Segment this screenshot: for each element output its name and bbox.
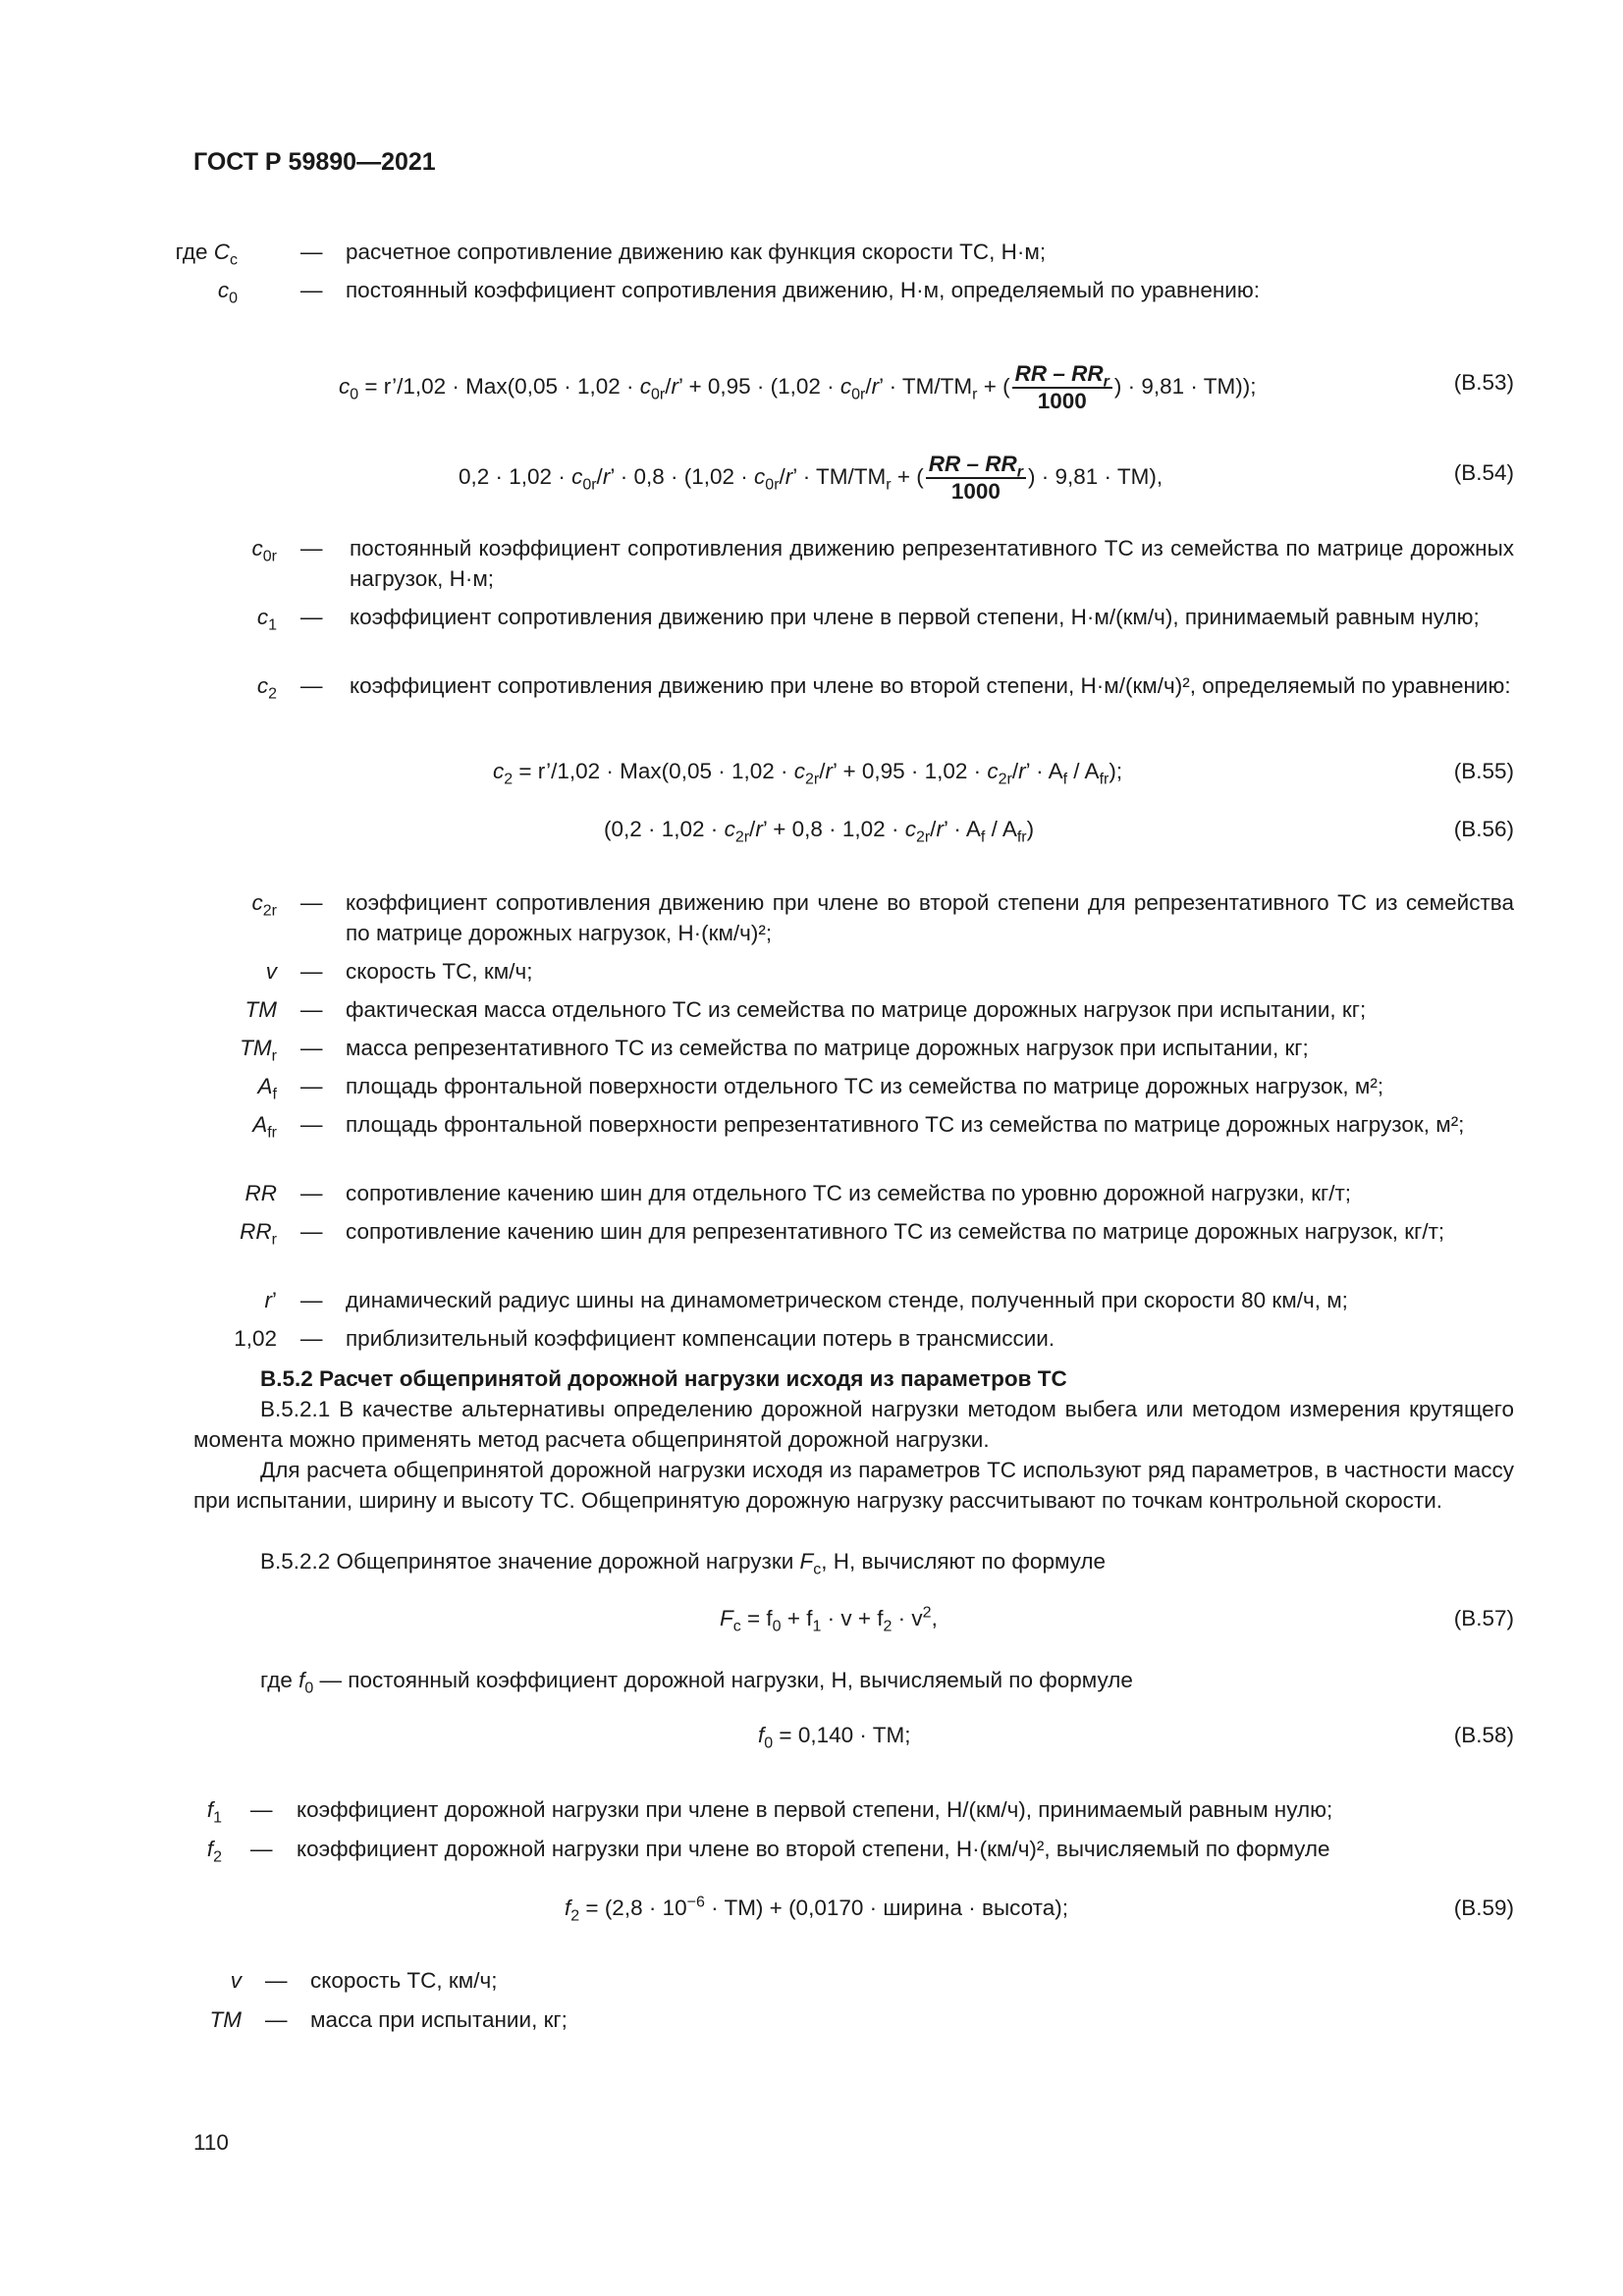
symbol-tm: TM [209, 2007, 242, 2032]
equation-b55: $c_2$ = r’/1,02 · $Max(0,05 \cdot 1,02 \cdot c_{2r}/r$’ + $0,95 \cdot 1,02 \cdot c_{2r}/r$’ · $A_f / A_{fr}$); [493, 759, 1123, 788]
equation-b58: $f_0 = 0,140$ · TM; [758, 1723, 911, 1752]
symbol-rrr: $RR_r$ [240, 1219, 277, 1249]
symbol-cc: где $C_c$ [175, 240, 238, 269]
fraction: $\frac{RR - RR_r}{1000}$ [1012, 361, 1112, 414]
dash: — [300, 1181, 323, 1205]
def-rr: сопротивление качению шин для отдельного ТС из семейства по уровню дорожной нагрузки, кг/т; [346, 1181, 1352, 1205]
paragraph-b521: В.5.2.1 В качестве альтернативы определению дорожной нагрузки методом выбега или методом измерения крутящего момента можно применять метод расчета общепринятой дорожной нагрузки. [193, 1397, 1514, 1452]
standard-header: ГОСТ Р 59890—2021 [193, 148, 436, 176]
fraction: $\frac{RR - RR_r}{1000}$ [926, 452, 1026, 505]
def-rprime: динамический радиус шины на динамометрическом стенде, полученный при скорости 80 км/ч, м; [346, 1288, 1348, 1312]
where-f0: где $f_0$ — постоянный коэффициент дорожной нагрузки, Н, вычисляемый по формуле [260, 1668, 1133, 1697]
equation-b56: ($0,2 \cdot 1,02 \cdot c_{2r}/r$’ + $0,8 \cdot 1,02 \cdot c_{2r}/r$’ · $A_f / A_{fr}$) [604, 817, 1035, 846]
def-tm: фактическая масса отдельного ТС из семейства по матрице дорожных нагрузок при испытании, кг; [346, 997, 1367, 1022]
def-c0r: постоянный коэффициент сопротивления движению репрезентативного ТС из семейства по матрице дорожных нагрузок, Н·м; [350, 536, 1514, 591]
symbol-rprime: r’ [264, 1288, 277, 1312]
def-v-final: скорость ТС, км/ч; [310, 1968, 498, 1993]
def-f2: коэффициент дорожной нагрузки при члене во второй степени, Н·(км/ч)², вычисляемый по формуле [297, 1837, 1330, 1861]
def-cc: расчетное сопротивление движению как функция скорости ТС, Н·м; [346, 240, 1047, 264]
symbol-af: $A_f$ [257, 1074, 277, 1103]
dash: — [300, 890, 323, 915]
symbol-c0: $c_0$ [217, 278, 238, 307]
equation-number-b54: (В.54) [1453, 460, 1514, 485]
symbol-rr: RR [244, 1181, 277, 1205]
dash: — [300, 605, 323, 629]
symbol-c1: $c_1$ [256, 605, 277, 634]
dash: — [300, 1219, 323, 1244]
symbol-c0r: $c_{0r}$ [251, 536, 277, 565]
dash: — [300, 1326, 323, 1351]
def-c2r: коэффициент сопротивления движению при члене во второй степени для репрезентативного ТС из семейства по матрице дорожных нагрузок, Н·(км/ч)²; [346, 890, 1514, 945]
dash: — [300, 536, 323, 561]
def-c2: коэффициент сопротивления движению при члене во второй степени, Н·м/(км/ч)², определяемый по уравнению: [350, 673, 1511, 698]
dash: — [300, 1036, 323, 1060]
symbol-f1: $f_1$ [206, 1797, 222, 1827]
dash: — [300, 959, 323, 984]
equation-b59: $f_2 = (2,8 \cdot 10^{-6} \cdot TM) + (0,0170$ · ширина · высота); [565, 1894, 1068, 1925]
symbol-afr: $A_{fr}$ [252, 1112, 277, 1142]
dash: — [300, 673, 323, 698]
def-v: скорость ТС, км/ч; [346, 959, 533, 984]
dash: — [300, 1112, 323, 1137]
dash: — [300, 997, 323, 1022]
symbol-c2r: $c_{2r}$ [251, 890, 277, 920]
symbol-f2: $f_2$ [206, 1837, 222, 1866]
def-af: площадь фронтальной поверхности отдельного ТС из семейства по матрице дорожных нагрузок, м²; [346, 1074, 1384, 1098]
equation-number-b57: (В.57) [1453, 1606, 1514, 1630]
symbol-v: v [265, 959, 277, 984]
dash: — [300, 240, 323, 264]
paragraph-params: Для расчета общепринятой дорожной нагрузки исходя из параметров ТС используют ряд параметров, в частности массу при испытании, ширину и высоту ТС. Общепринятую дорожную нагрузку рассчитывают по точкам контрольной скорости. [193, 1458, 1514, 1513]
symbol-tm: TM [244, 997, 277, 1022]
def-tmr: масса репрезентативного ТС из семейства по матрице дорожных нагрузок при испытании, кг; [346, 1036, 1309, 1060]
equation-number-b55: (В.55) [1453, 759, 1514, 783]
section-title: В.5.2 Расчет общепринятой дорожной нагрузки исходя из параметров ТС [260, 1366, 1067, 1391]
equation-b54: $0,2 \cdot 1,02 \cdot c_{0r}/r$’ · $0,8 \cdot (1,02 \cdot c_{0r}/r$’ · $TM/TM_r$ + ( $\frac{RR - RR_r}{1000}$ ) · 9,81 · TM), [459, 452, 1163, 504]
def-f1: коэффициент дорожной нагрузки при члене в первой степени, Н/(км/ч), принимаемый равным нулю; [297, 1797, 1333, 1822]
def-tm-final: масса при испытании, кг; [310, 2007, 568, 2032]
symbol-tmr: $TM_r$ [240, 1036, 277, 1065]
equation-b57: $F_c = f_0 + f_1 \cdot v + f_2 \cdot v^2$, [720, 1604, 938, 1635]
equation-number-b53: (В.53) [1453, 370, 1514, 395]
def-c0: постоянный коэффициент сопротивления движению, Н·м, определяемый по уравнению: [346, 278, 1260, 302]
def-c1: коэффициент сопротивления движению при члене в первой степени, Н·м/(км/ч), принимаемый равным нулю; [350, 605, 1480, 629]
dash: — [265, 1968, 288, 1993]
equation-b53: $c_0$ = r’/1,02 · $Max(0,05 \cdot 1,02 \cdot c_{0r}/r$’ + $0,95 \cdot (1,02 \cdot c_{0r}/r$’ · $TM/TM_r$ + ( $\frac{RR - RR_r}{1000}$ ) · 9,81 · TM)); [339, 361, 1257, 413]
equation-number-b58: (В.58) [1453, 1723, 1514, 1747]
dash: — [300, 278, 323, 302]
page-number: 110 [193, 2130, 229, 2155]
equation-number-b59: (В.59) [1453, 1896, 1514, 1920]
dash: — [300, 1288, 323, 1312]
symbol-v: v [230, 1968, 242, 1993]
dash: — [300, 1074, 323, 1098]
paragraph-b522: В.5.2.2 Общепринятое значение дорожной нагрузки $F_c$, Н, вычисляют по формуле [260, 1549, 1107, 1578]
dash: — [250, 1837, 273, 1861]
symbol-102: 1,02 [234, 1326, 277, 1351]
symbol-c2: $c_2$ [256, 673, 277, 703]
dash: — [250, 1797, 273, 1822]
equation-number-b56: (В.56) [1453, 817, 1514, 841]
def-afr: площадь фронтальной поверхности репрезентативного ТС из семейства по матрице дорожных нагрузок, м²; [346, 1112, 1465, 1137]
dash: — [265, 2007, 288, 2032]
def-102: приблизительный коэффициент компенсации потерь в трансмиссии. [346, 1326, 1055, 1351]
def-rrr: сопротивление качению шин для репрезентативного ТС из семейства по матрице дорожных нагрузок, кг/т; [346, 1219, 1445, 1244]
